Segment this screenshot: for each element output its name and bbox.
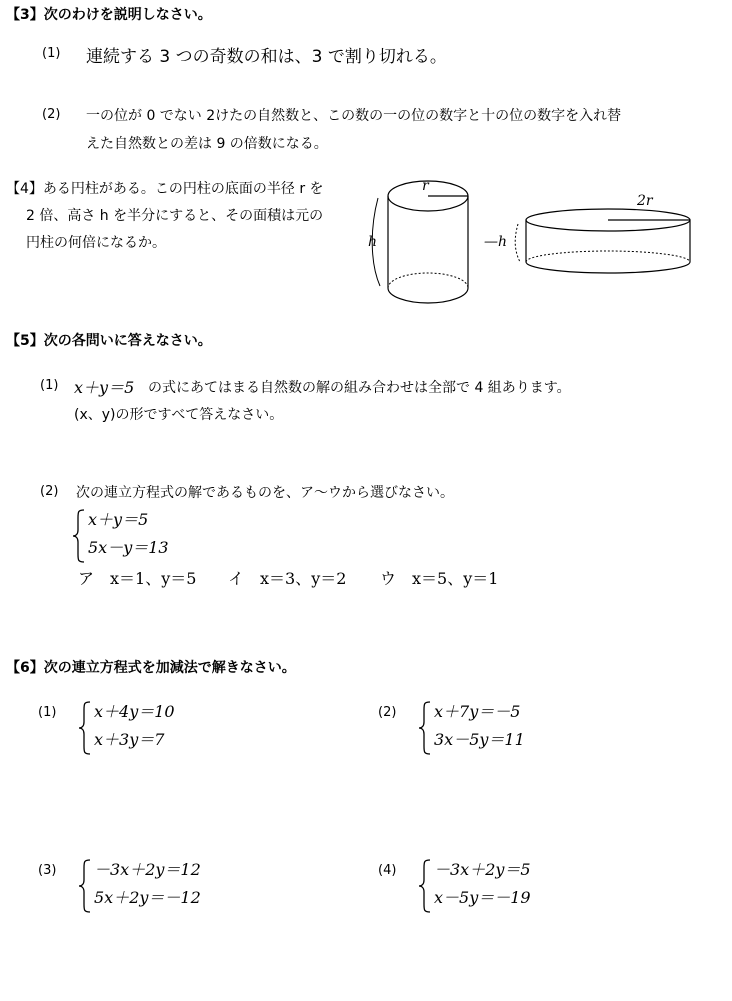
q6-1-eq1: x＋4y＝10 — [94, 702, 175, 721]
q5-2-choice-i: イ x＝3、y＝2 — [228, 569, 347, 588]
q3-title: 【3】次のわけを説明しなさい。 — [6, 7, 212, 23]
q6-4-number: (4) — [378, 863, 397, 878]
q3-2-text-line1: 一の位が 0 でない 2けたの自然数と、この数の一の位の数字と十の位の数字を入れ替 — [86, 108, 622, 124]
q6-1-brace — [78, 700, 92, 756]
q6-3-system — [94, 856, 201, 912]
q5-1-text: の式にあてはまる自然数の解の組み合わせは全部で 4 組あります。 — [148, 380, 571, 396]
q5-2-system — [88, 506, 169, 562]
q3-1-number: (1) — [42, 46, 61, 61]
q6-2-system — [434, 698, 525, 754]
half-height-label: —h — [484, 234, 508, 250]
q6-3-eq1: －3x＋2y＝12 — [94, 860, 201, 879]
q6-1-system — [94, 698, 175, 754]
wide-cylinder — [484, 193, 690, 273]
q6-3-eq2: 5x＋2y＝－12 — [94, 888, 201, 907]
q3-2-text-line2: えた自然数との差は 9 の倍数になる。 — [86, 136, 328, 152]
radius-2r-label: 2r — [637, 193, 653, 209]
cylinder-figure — [360, 168, 700, 318]
q5-2-text: 次の連立方程式の解であるものを、ア〜ウから選びなさい。 — [76, 485, 454, 501]
q5-2-choice-u: ウ x＝5、y＝1 — [380, 569, 499, 588]
q6-1-eq2: x＋3y＝7 — [94, 730, 165, 749]
q3-1-text: 連続する 3 つの奇数の和は、3 で割り切れる。 — [86, 47, 447, 67]
q5-2-eq1: x＋y＝5 — [88, 510, 149, 529]
q5-1-text-line2: (x、y)の形ですべて答えなさい。 — [74, 407, 284, 423]
q4-text-line3: 円柱の何倍になるか。 — [26, 235, 166, 251]
q6-3-number: (3) — [38, 863, 57, 878]
q6-1-number: (1) — [38, 705, 57, 720]
q3-2-number: (2) — [42, 107, 61, 122]
q4-text-line2: 2 倍、高さ h を半分にすると、その面積は元の — [26, 208, 324, 224]
q6-4-eq2: x－5y＝－19 — [434, 888, 531, 907]
q6-2-eq1: x＋7y＝－5 — [434, 702, 521, 721]
q5-1-equation: x＋y＝5 — [74, 378, 135, 397]
radius-label: r — [422, 178, 429, 194]
q5-2-eq2: 5x－y＝13 — [88, 538, 169, 557]
q5-2-brace — [72, 508, 86, 564]
q6-3-brace — [78, 858, 92, 914]
q5-2-choice-a: ア x＝1、y＝5 — [78, 569, 197, 588]
q6-2-number: (2) — [378, 705, 397, 720]
q5-title: 【5】次の各問いに答えなさい。 — [6, 333, 212, 349]
q6-2-eq2: 3x－5y＝11 — [434, 730, 525, 749]
q6-2-brace — [418, 700, 432, 756]
height-label: h — [368, 234, 378, 250]
q6-4-eq1: －3x＋2y＝5 — [434, 860, 531, 879]
q4-text-line1: 【4】ある円柱がある。この円柱の底面の半径 r を — [6, 181, 324, 197]
q5-1-number: (1) — [40, 378, 59, 393]
q6-4-brace — [418, 858, 432, 914]
q5-2-number: (2) — [40, 484, 59, 499]
tall-cylinder — [368, 178, 468, 303]
q6-title: 【6】次の連立方程式を加減法で解きなさい。 — [6, 660, 296, 676]
q6-4-system — [434, 856, 531, 912]
